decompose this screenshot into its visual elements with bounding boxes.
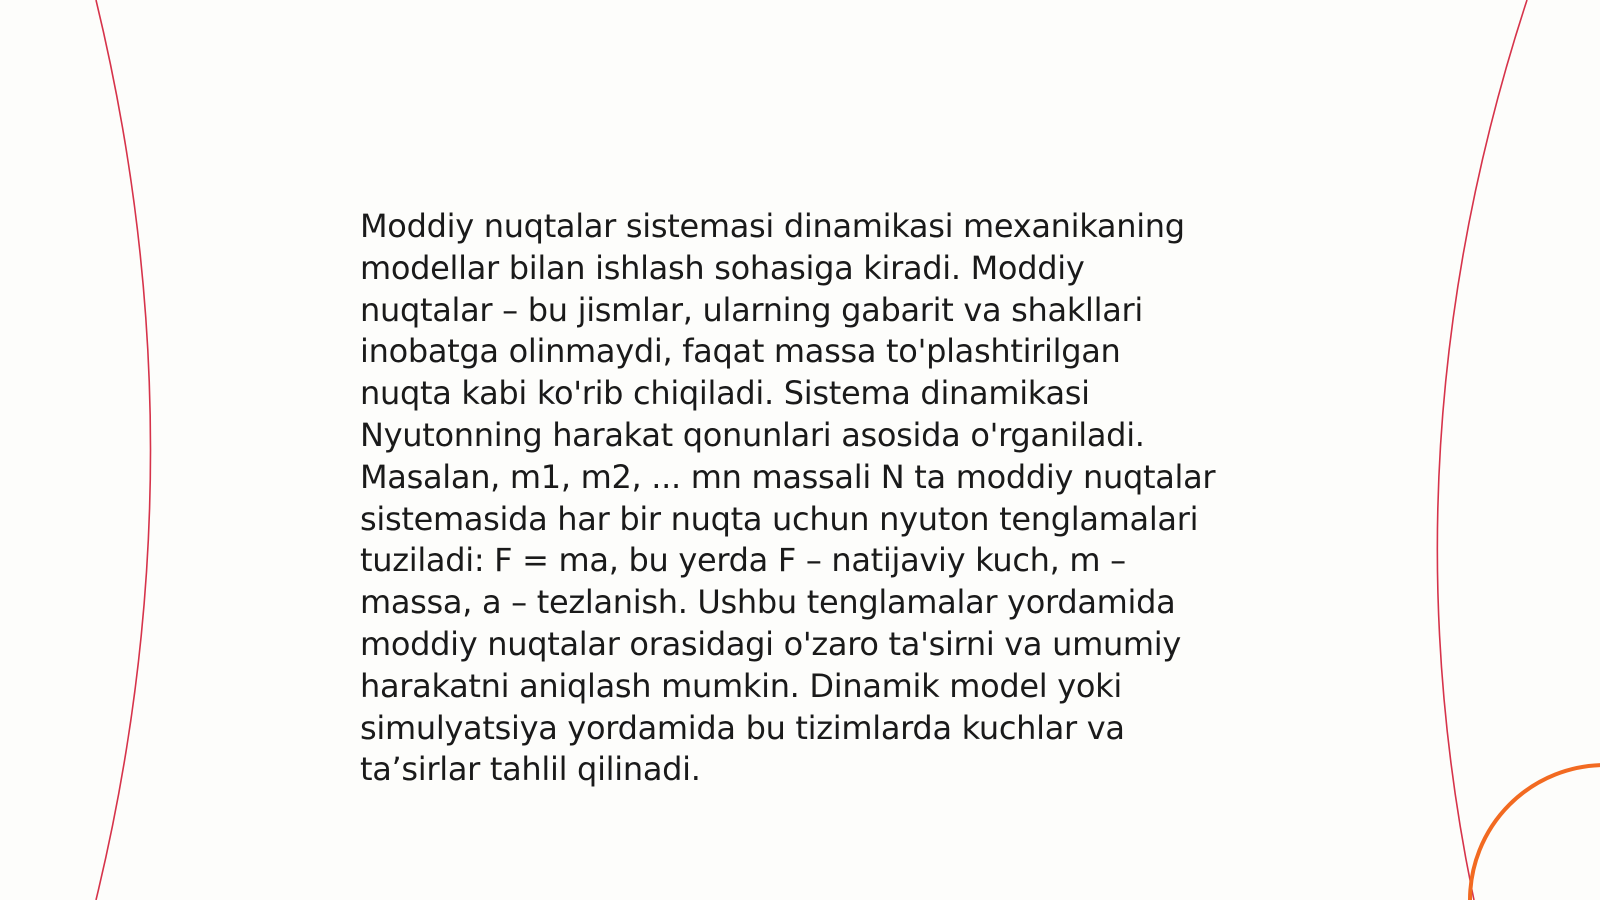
- right-curve-line: [1437, 0, 1527, 900]
- accent-circle: [1470, 765, 1600, 900]
- slide-body-text: Moddiy nuqtalar sistemasi dinamikasi mexanikaning modellar bilan ishlash sohasiga kiradi. Moddiy nuqtalar – bu jismlar, ularning gabarit va shakllari inobatga olinmaydi, faqat massa to'plashtirilgan nuqta kabi ko'rib chiqiladi. Sistema dinamikasi Nyutonning harakat qonunlari asosida o'rganiladi. Masalan, m1, m2, ... mn massali N ta moddiy nuqtalar sistemasida har bir nuqta uchun nyuton tenglamalari tuziladi: F = ma, bu yerda F – natijaviy kuch, m – massa, a – tezlanish. Ushbu tenglamalar yordamida moddiy nuqtalar orasidagi o'zaro ta'sirni va umumiy harakatni aniqlash mumkin. Dinamik model yoki simulyatsiya yordamida bu tizimlarda kuchlar va ta’sirlar tahlil qilinadi.: [360, 207, 1216, 789]
- left-curve-line: [96, 0, 151, 900]
